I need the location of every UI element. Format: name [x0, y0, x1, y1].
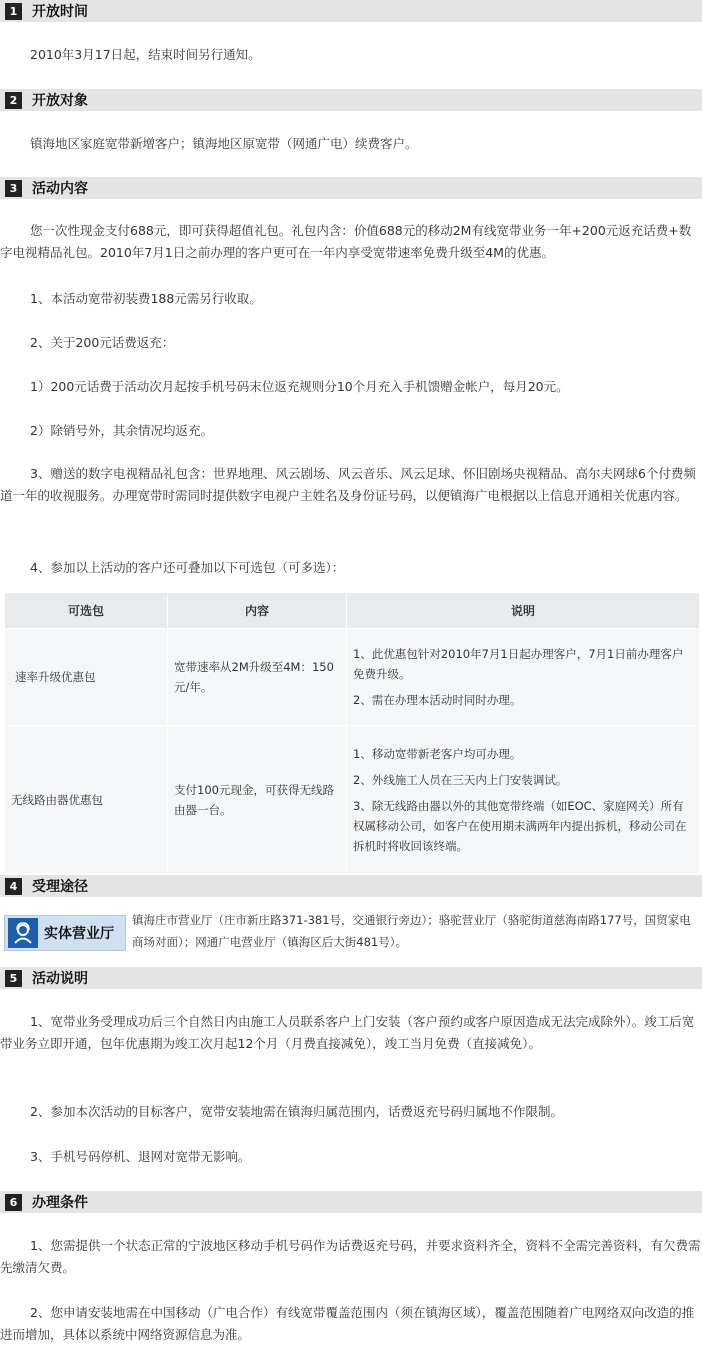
section-number: 3: [5, 180, 22, 197]
note-text: 1、移动宽带新老客户均可办理。: [353, 746, 522, 761]
package-content: 宽带速率从2M升级至4M：150元/年。: [168, 629, 347, 726]
activity-item-2: 2、关于200元话费返充：: [30, 335, 175, 350]
optional-package-table: [4, 592, 700, 874]
section-title: 活动说明: [32, 971, 88, 987]
activity-item-2-2: 2）除销号外，其余情况均返充。: [30, 423, 213, 438]
table-row: [5, 726, 700, 874]
section-header-3: [0, 177, 702, 199]
activity-item-2-1: 1）200元话费于活动次月起按手机号码末位返充规则分10个月充入手机馈赠金帐户，每月20元。: [30, 379, 569, 394]
section-title: 活动内容: [32, 181, 88, 197]
section-title: 开放时间: [32, 4, 88, 20]
section-number: 6: [5, 1194, 22, 1211]
activity-item-3: 3、赠送的数字电视精品礼包含：世界地理、风云剧场、风云音乐、风云足球、怀旧剧场央视精品、高尔夫网球6个付费频道一年的收视服务。办理宽带时需同时提供数字电视户主姓名及身份证号码，以便镇海广电根据以上信息开通相关优惠内容。: [0, 466, 696, 503]
section-title: 受理途径: [32, 879, 88, 895]
note-text: 3、除无线路由器以外的其他宽带终端（如EOC、家庭网关）所有权属移动公司，如客户在使用期未满两年内提出拆机，移动公司在拆机时将收回该终端。: [353, 798, 687, 853]
section-number: 2: [5, 92, 22, 109]
note-text: 2、需在办理本活动时同时办理。: [353, 693, 522, 707]
note-item-2: 2、参加本次活动的目标客户，宽带安装地需在镇海归属范围内，话费返充号码归属地不作限制。: [30, 1104, 563, 1119]
target-customers-text: 镇海地区家庭宽带新增客户；镇海地区原宽带（网通广电）续费客户。: [30, 136, 418, 151]
note-text: 1、此优惠包针对2010年7月1日起办理客户，7月1日前办理客户免费升级。: [353, 647, 684, 681]
section-header-5: [0, 967, 702, 989]
store-badge-label: 实体营业厅: [44, 926, 114, 942]
note-item-3: 3、手机号码停机、退网对宽带无影响。: [30, 1149, 251, 1164]
section-title: 开放对象: [32, 93, 88, 109]
customer-service-icon: [8, 918, 38, 948]
column-header: 说明: [347, 593, 700, 629]
section-title: 办理条件: [32, 1195, 88, 1211]
condition-item-1: 1、您需提供一个状态正常的宁波地区移动手机号码作为话费返充号码，并要求资料齐全，资料不全需完善资料，有欠费需先缴清欠费。: [0, 1238, 701, 1275]
activity-item-1: 1、本活动宽带初装费188元需另行收取。: [30, 291, 262, 306]
package-name: 无线路由器优惠包: [5, 726, 168, 874]
package-notes: [347, 726, 700, 874]
table-header-row: [5, 593, 700, 629]
store-addresses: 镇海庄市营业厅（庄市新庄路371-381号，交通银行旁边）；骆驼营业厅（骆驼街道慈海南路177号，国贸家电商场对面）；网通广电营业厅（镇海区后大街481号）。: [132, 913, 691, 949]
section-header-2: [0, 89, 702, 111]
note-item-1: 1、宽带业务受理成功后三个自然日内由施工人员联系客户上门安装（客户预约或客户原因造成无法完成除外）。竣工后宽带业务立即开通，包年优惠期为竣工次月起12个月（月费直接减免），竣工当月免费（直接减免）。: [0, 1014, 695, 1051]
store-badge: [4, 915, 126, 951]
open-time-text: 2010年3月17日起，结束时间另行通知。: [30, 47, 261, 62]
package-name: 速率升级优惠包: [5, 629, 168, 726]
section-number: 1: [5, 3, 22, 20]
section-header-1: [0, 0, 702, 22]
condition-item-2: 2、您申请安装地需在中国移动（广电合作）有线宽带覆盖范围内（须在镇海区域），覆盖范围随着广电网络双向改造的推进而增加，具体以系统中网络资源信息为准。: [0, 1305, 695, 1342]
column-header: 可选包: [5, 593, 168, 629]
section-header-6: [0, 1191, 702, 1213]
table-row: [5, 629, 700, 726]
section-header-4: [0, 875, 702, 897]
activity-intro-text: 您一次性现金支付688元，即可获得超值礼包。礼包内含：价值688元的移动2M有线宽带业务一年+200元返充话费+数字电视精品礼包。2010年7月1日之前办理的客户更可在一年内享受宽带速率免费升级至4M的优惠。: [0, 223, 692, 260]
package-notes: [347, 629, 700, 726]
section-number: 4: [5, 878, 22, 895]
note-text: 2、外线施工人员在三天内上门安装调试。: [353, 772, 568, 787]
package-content: 支付100元现金，可获得无线路由器一台。: [168, 726, 347, 874]
activity-item-4: 4、参加以上活动的客户还可叠加以下可选包（可多选）：: [30, 560, 345, 575]
column-header: 内容: [168, 593, 347, 629]
section-number: 5: [5, 970, 22, 987]
